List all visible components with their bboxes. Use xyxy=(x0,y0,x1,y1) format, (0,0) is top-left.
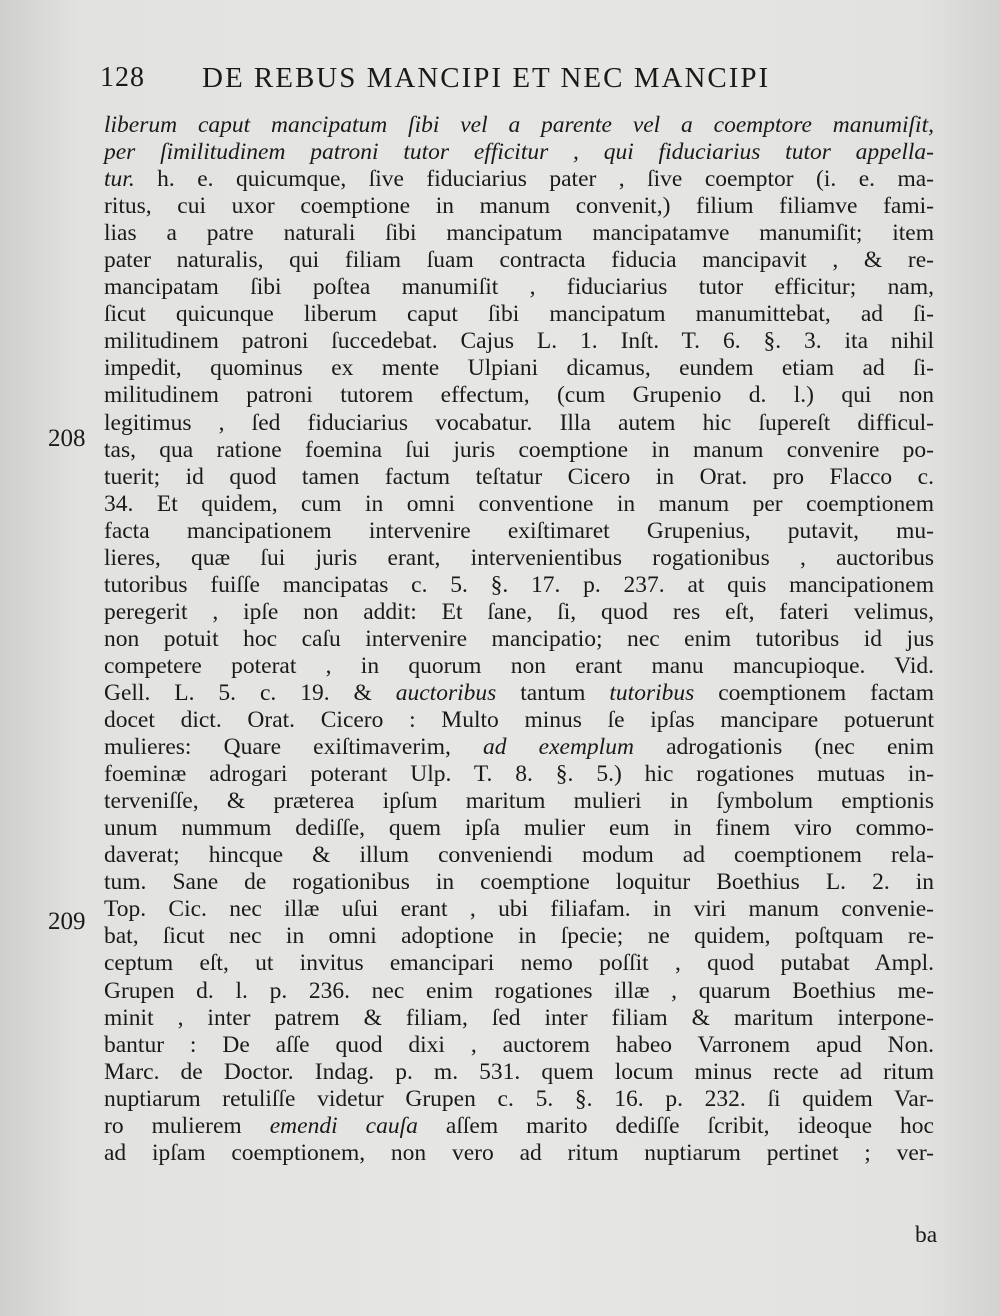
italic-run: tur. xyxy=(104,166,135,193)
text-run: nuptiarum retuliſſe videtur Grupen c. 5. §. 16. p. 232. ſi quidem Var- xyxy=(104,1085,934,1112)
text-run: ro mulierem xyxy=(104,1112,270,1139)
text-run: ceptum eſt, ut invitus emancipari nemo poſſit , quod putabat Ampl. xyxy=(104,950,934,977)
text-line xyxy=(104,842,934,869)
text-line xyxy=(104,1059,934,1086)
text-run: militudinem patroni ſuccedebat. Cajus L. 1. Inſt. T. 6. §. 3. ita nihil xyxy=(104,328,934,355)
text-run: peregerit , ipſe non addit: Et ſane, ſi, quod res eſt, fateri velimus, xyxy=(104,598,934,625)
text-line xyxy=(104,437,934,464)
text-line xyxy=(104,112,934,139)
text-line xyxy=(104,1140,934,1167)
text-line xyxy=(104,896,934,923)
text-run: bantur : De aſſe quod dixi , auctorem habeo Varronem apud Non. xyxy=(104,1031,934,1058)
italic-run: emendi cauſa xyxy=(269,1112,418,1139)
body-text xyxy=(104,112,934,1167)
text-line xyxy=(104,410,934,437)
text-run: adrogationis (nec enim xyxy=(633,734,934,761)
text-run: impedit, quominus ex mente Ulpiani dicamus, eundem etiam ad ſi- xyxy=(104,355,934,382)
text-run: tutoribus fuiſſe mancipatas c. 5. §. 17. p. 237. at quis mancipationem xyxy=(104,571,934,598)
text-line xyxy=(104,761,934,788)
text-run: Grupen d. l. p. 236. nec enim rogationes illæ , quarum Boethius me- xyxy=(104,977,934,1004)
page-header xyxy=(100,62,880,102)
text-run: 34. Et quidem, cum in omni conventione in manum per coemptionem xyxy=(104,490,934,517)
text-line xyxy=(104,491,934,518)
text-line xyxy=(104,815,934,842)
text-run: terveniſſe, & præterea ipſum maritum mulieri in ſymbolum emptionis xyxy=(104,788,934,815)
italic-run: liberum caput mancipatum ſibi vel a parente vel a coemptore manumiſit, xyxy=(104,112,934,138)
text-run: tuerit; id quod tamen factum teſtatur Cicero in Orat. pro Flacco c. xyxy=(104,463,934,490)
text-run: bat, ſicut nec in omni adoptione in ſpecie; ne quidem, poſtquam re- xyxy=(104,923,934,950)
text-run: Marc. de Doctor. Indag. p. m. 531. quem locum minus recte ad ritum xyxy=(104,1058,934,1085)
text-line xyxy=(104,247,934,274)
text-run: tas, qua ratione foemina ſui juris coemptione in manum convenire po- xyxy=(104,436,934,463)
text-run: ſicut quicunque liberum caput ſibi mancipatum manumittebat, ad ſi- xyxy=(104,301,934,328)
italic-run: auctoribus xyxy=(395,679,497,706)
text-line xyxy=(104,599,934,626)
text-line xyxy=(104,572,934,599)
text-run: foeminæ adrogari poterant Ulp. T. 8. §. 5.) hic rogationes mutuas in- xyxy=(104,761,934,788)
page-number: 128 xyxy=(100,62,145,93)
italic-run: ad exemplum xyxy=(483,734,634,761)
text-run: pater naturalis, qui filiam ſuam contracta fiducia mancipavit , & re- xyxy=(104,247,934,274)
text-line xyxy=(104,220,934,247)
text-line xyxy=(104,923,934,950)
text-line xyxy=(104,166,934,193)
text-line xyxy=(104,1086,934,1113)
text-line xyxy=(104,1032,934,1059)
text-run: h. e. quicumque, ſive fiduciarius pater , ſive coemptor (i. e. ma- xyxy=(134,166,934,193)
text-line xyxy=(104,382,934,409)
text-line xyxy=(104,680,934,707)
text-line xyxy=(104,139,934,166)
text-line xyxy=(104,301,934,328)
text-run: facta mancipationem intervenire exiſtimaret Grupenius, putavit, mu- xyxy=(104,517,934,544)
text-run: docet dict. Orat. Cicero : Multo minus ſe ipſas mancipare potuerunt xyxy=(104,707,934,734)
text-line xyxy=(104,545,934,572)
text-line xyxy=(104,653,934,680)
text-run: tum. Sane de rogationibus in coemptione loquitur Boethius L. 2. in xyxy=(104,869,934,896)
text-line xyxy=(104,788,934,815)
text-run: ad ipſam coemptionem, non vero ad ritum nuptiarum pertinet ; ver- xyxy=(104,1139,934,1166)
text-run: lieres, quæ ſui juris erant, intervenientibus rogationibus , auctoribus xyxy=(104,544,934,571)
text-run: unum nummum dediſſe, quem ipſa mulier eum in finem viro commo- xyxy=(104,815,934,842)
margin-note-208: 208 xyxy=(48,425,86,452)
text-line xyxy=(104,328,934,355)
text-run: minit , inter patrem & filiam, ſed inter filiam & maritum interpone- xyxy=(104,1004,934,1031)
text-line xyxy=(104,1005,934,1032)
text-line xyxy=(104,518,934,545)
margin-note-209: 209 xyxy=(48,908,86,935)
text-line xyxy=(104,707,934,734)
text-run: ritus, cui uxor coemptione in manum convenit,) filium filiamve fami- xyxy=(104,193,934,220)
text-line xyxy=(104,274,934,301)
text-run: legitimus , ſed fiduciarius vocabatur. Illa autem hic ſupereſt difficul- xyxy=(104,409,934,436)
italic-run: tutoribus xyxy=(609,679,695,706)
catchword: ba xyxy=(915,1222,938,1248)
text-line xyxy=(104,1113,934,1140)
text-line xyxy=(104,950,934,977)
text-run: militudinem patroni tutorem effectum, (cum Grupenio d. l.) qui non xyxy=(104,382,934,409)
text-line xyxy=(104,626,934,653)
italic-run: per ſimilitudinem patroni tutor efficitur , qui fiduciarius tutor appella- xyxy=(104,139,934,166)
text-run: mulieres: Quare exiſtimaverim, xyxy=(104,734,484,761)
text-run: aſſem marito dediſſe ſcribit, ideoque hoc xyxy=(417,1112,934,1139)
text-line xyxy=(104,734,934,761)
text-run: Gell. L. 5. c. 19. & xyxy=(104,679,396,706)
text-run: daverat; hincque & illum conveniendi modum ad coemptionem rela- xyxy=(104,842,934,869)
text-run: coemptionem factam xyxy=(694,679,934,706)
text-run: mancipatam ſibi poſtea manumiſit , fiduciarius tutor efficitur; nam, xyxy=(104,274,934,301)
text-run: non potuit hoc caſu intervenire mancipatio; nec enim tutoribus id jus xyxy=(104,625,934,652)
running-title: DE REBUS MANCIPI ET NEC MANCIPI xyxy=(202,62,771,94)
text-line xyxy=(104,355,934,382)
text-run: lias a patre naturali ſibi mancipatum mancipatamve manumiſit; item xyxy=(104,220,934,247)
text-run: competere poterat , in quorum non erant manu mancupioque. Vid. xyxy=(104,652,934,679)
text-run: Top. Cic. nec illæ uſui erant , ubi filiafam. in viri manum convenie- xyxy=(104,896,934,923)
text-line xyxy=(104,978,934,1005)
text-line xyxy=(104,869,934,896)
text-line xyxy=(104,193,934,220)
text-line xyxy=(104,464,934,491)
text-run: tantum xyxy=(496,679,610,706)
